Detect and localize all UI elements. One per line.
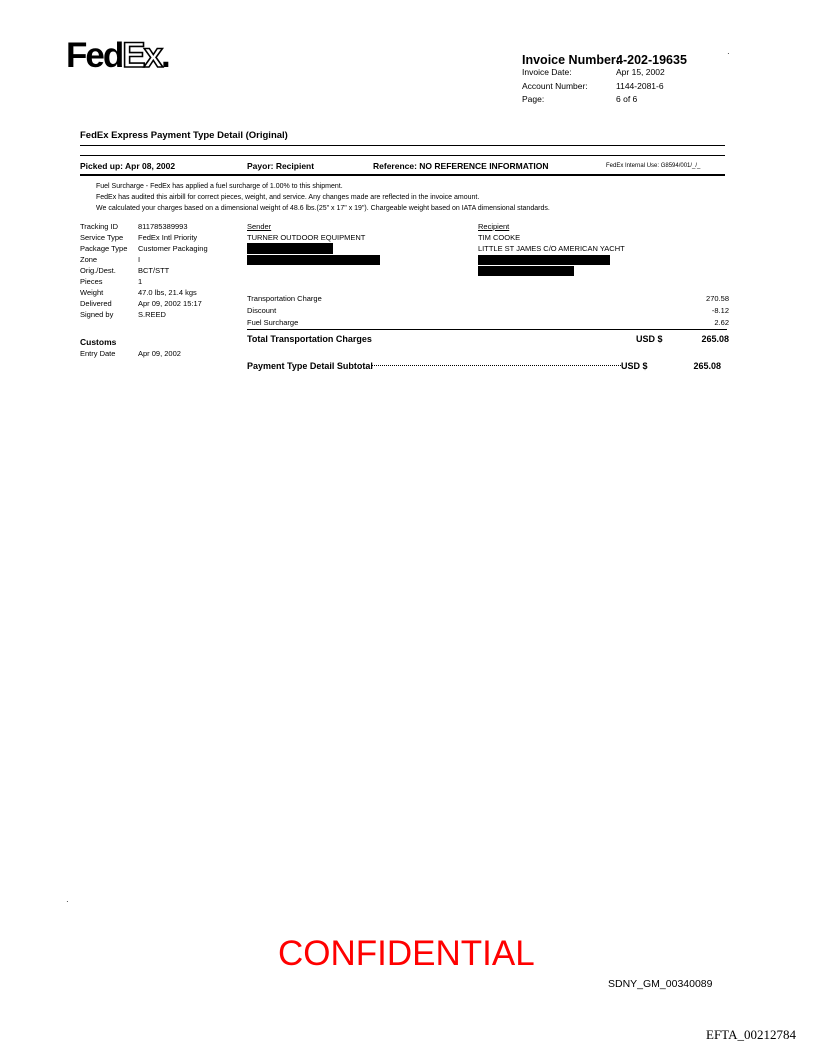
service-type-label: Service Type bbox=[80, 233, 124, 242]
redaction-bar bbox=[247, 255, 380, 265]
entry-date-label: Entry Date bbox=[80, 349, 116, 358]
tracking-id: 811785389993 bbox=[138, 222, 188, 231]
divider bbox=[80, 155, 725, 156]
customs-title: Customs bbox=[80, 337, 117, 347]
efta-number: EFTA_00212784 bbox=[706, 1027, 796, 1042]
total-currency: USD $ bbox=[636, 334, 663, 344]
signed-by: S.REED bbox=[138, 310, 166, 319]
account-number-label: Account Number: bbox=[522, 81, 588, 91]
orig-dest: BCT/STT bbox=[138, 266, 170, 275]
invoice-number-label: Invoice Number: bbox=[522, 53, 620, 67]
subtotal-currency: USD $ bbox=[621, 361, 648, 371]
note-line: FedEx has audited this airbill for correct pieces, weight, and service. Any changes made are reflected in the invoice amount. bbox=[96, 194, 480, 201]
page-label: Page: bbox=[522, 94, 545, 104]
redaction-bar bbox=[247, 243, 333, 254]
zone: I bbox=[138, 255, 141, 264]
package-type-label: Package Type bbox=[80, 244, 128, 253]
transportation-charge: 270.58 bbox=[706, 294, 729, 303]
logo-dot: . bbox=[161, 36, 169, 75]
total-transportation-label: Total Transportation Charges bbox=[247, 334, 372, 344]
note-line: Fuel Surcharge - FedEx has applied a fuel surcharge of 1.00% to this shipment. bbox=[96, 183, 343, 190]
delivered: Apr 09, 2002 15:17 bbox=[138, 299, 202, 308]
fuel-surcharge-label: Fuel Surcharge bbox=[247, 318, 299, 327]
pieces: 1 bbox=[138, 277, 143, 286]
dot-leader bbox=[371, 365, 621, 366]
divider bbox=[247, 329, 727, 330]
subtotal: 265.08 bbox=[693, 361, 721, 371]
sender-name: TURNER OUTDOOR EQUIPMENT bbox=[247, 233, 366, 242]
delivered-label: Delivered bbox=[80, 299, 112, 308]
weight: 47.0 lbs, 21.4 kgs bbox=[138, 288, 197, 297]
tracking-id-label: Tracking ID bbox=[80, 222, 119, 231]
stray-mark: · bbox=[727, 49, 730, 58]
picked-up: Picked up: Apr 08, 2002 bbox=[80, 161, 176, 171]
subtotal-label: Payment Type Detail Subtotal bbox=[247, 361, 373, 371]
recipient-label: Recipient bbox=[478, 222, 510, 231]
recipient-company: LITTLE ST JAMES C/O AMERICAN YACHT bbox=[478, 244, 625, 253]
total-transportation: 265.08 bbox=[701, 334, 729, 344]
logo-fed: Fed bbox=[66, 36, 123, 75]
logo-ex: Ex bbox=[122, 36, 162, 75]
discount-label: Discount bbox=[247, 306, 277, 315]
account-number: 1144-2081-6 bbox=[616, 81, 664, 91]
bates-number: SDNY_GM_00340089 bbox=[608, 978, 713, 990]
divider bbox=[80, 145, 725, 146]
entry-date: Apr 09, 2002 bbox=[138, 349, 181, 358]
note-line: We calculated your charges based on a dimensional weight of 48.6 lbs.(25" x 17" x 19"). Chargeable weight based on IATA dimensional standards. bbox=[96, 205, 550, 212]
package-type: Customer Packaging bbox=[138, 244, 208, 253]
weight-label: Weight bbox=[80, 288, 104, 297]
fedex-logo bbox=[66, 38, 169, 73]
service-type: FedEx Intl Priority bbox=[138, 233, 198, 242]
recipient-name: TIM COOKE bbox=[478, 233, 521, 242]
page-number: 6 of 6 bbox=[616, 94, 638, 104]
redaction-bar bbox=[478, 255, 610, 265]
orig-dest-label: Orig./Dest. bbox=[80, 266, 116, 275]
payor: Payor: Recipient bbox=[247, 161, 315, 171]
reference: Reference: NO REFERENCE INFORMATION bbox=[373, 161, 549, 171]
transportation-charge-label: Transportation Charge bbox=[247, 294, 322, 303]
fuel-surcharge: 2.62 bbox=[714, 318, 729, 327]
discount: -8.12 bbox=[711, 306, 729, 315]
pieces-label: Pieces bbox=[80, 277, 103, 286]
signed-by-label: Signed by bbox=[80, 310, 114, 319]
invoice-number: 4-202-19635 bbox=[616, 53, 687, 67]
internal-use: FedEx Internal Use: G8594/001/_/_ bbox=[606, 163, 701, 169]
section-title: FedEx Express Payment Type Detail (Original) bbox=[80, 130, 288, 141]
zone-label: Zone bbox=[80, 255, 98, 264]
stray-mark: · bbox=[66, 897, 69, 906]
confidential-stamp: CONFIDENTIAL bbox=[278, 934, 535, 973]
redaction-bar bbox=[478, 266, 574, 276]
invoice-date-label: Invoice Date: bbox=[522, 67, 572, 77]
invoice-date: Apr 15, 2002 bbox=[616, 67, 665, 77]
divider bbox=[80, 174, 725, 176]
sender-label: Sender bbox=[247, 222, 272, 231]
